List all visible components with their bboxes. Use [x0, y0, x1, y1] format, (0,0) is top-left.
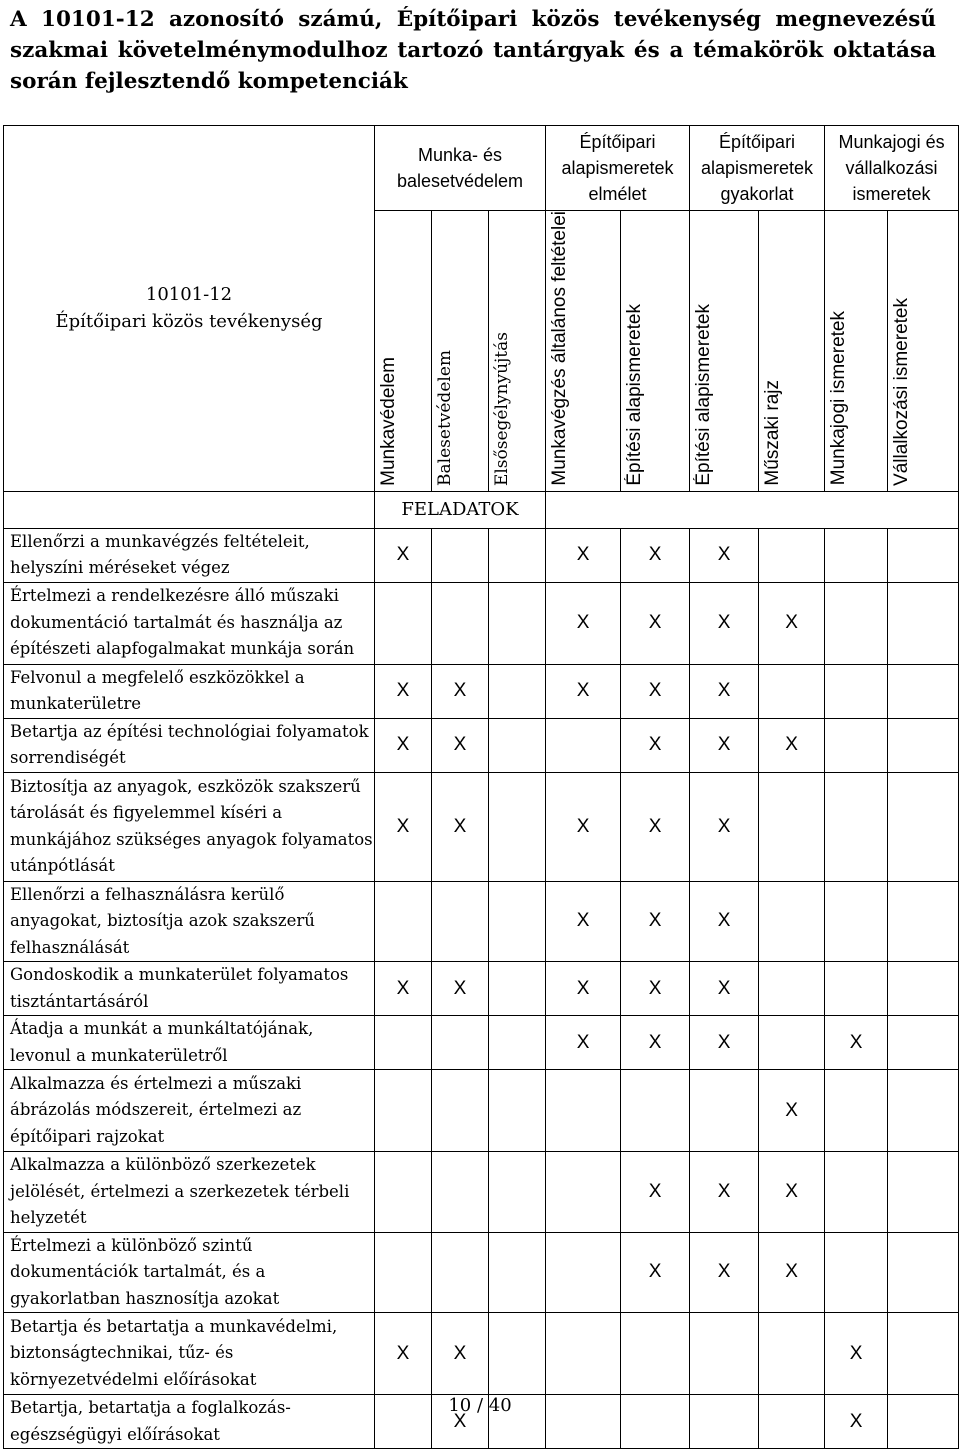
mark-cell: X [690, 718, 759, 772]
mark-cell: X [825, 1395, 888, 1449]
task-text: Értelmezi a rendelkezésre álló műszaki dokumentáció tartalmát és használja az építészeti alapfogalmakat munkája során [4, 582, 375, 664]
mark-cell [489, 1070, 546, 1152]
mark-cell [825, 772, 888, 881]
mark-cell: X [621, 1016, 690, 1070]
task-text: Felvonul a megfelelő eszközökkel a munkaterületre [4, 664, 375, 718]
task-text: Biztosítja az anyagok, eszközök szakszerű tárolását és figyelemmel kíséri a munkájához szükséges anyagok folyamatos utánpótlását [4, 772, 375, 881]
task-row [4, 1232, 959, 1313]
empty-cell [546, 491, 959, 528]
mark-cell [888, 1070, 959, 1152]
mark-cell: X [375, 772, 432, 881]
mark-cell: X [690, 881, 759, 962]
mark-cell: X [621, 962, 690, 1016]
topic-label: Munkavégzés általános feltételei [549, 211, 571, 486]
mark-cell: X [621, 1152, 690, 1233]
mark-cell: X [546, 962, 621, 1016]
mark-cell [888, 881, 959, 962]
mark-cell [759, 528, 825, 582]
mark-cell [621, 1313, 690, 1395]
mark-cell [375, 881, 432, 962]
competency-table [3, 125, 959, 1449]
mark-cell [690, 1070, 759, 1152]
mark-cell [888, 1313, 959, 1395]
mark-cell [888, 1152, 959, 1233]
mark-cell [825, 1152, 888, 1233]
mark-cell: X [432, 772, 489, 881]
mark-cell [759, 1016, 825, 1070]
task-text: Gondoskodik a munkaterület folyamatos tisztántartásáról [4, 962, 375, 1016]
mark-cell [432, 1070, 489, 1152]
task-text: Alkalmazza a különböző szerkezetek jelölését, értelmezi a szerkezetek térbeli helyzetét [4, 1152, 375, 1233]
mark-cell: X [546, 582, 621, 664]
mark-cell [432, 528, 489, 582]
topic-header [621, 211, 690, 492]
topic-header [546, 211, 621, 492]
mark-cell [489, 528, 546, 582]
task-text: Ellenőrzi a munkavégzés feltételeit, helyszíni méréseket végez [4, 528, 375, 582]
mark-cell: X [690, 962, 759, 1016]
mark-cell: X [546, 772, 621, 881]
mark-cell: X [375, 1313, 432, 1395]
task-row [4, 1016, 959, 1070]
mark-cell: X [621, 1232, 690, 1313]
task-row [4, 1152, 959, 1233]
group-header-row [4, 126, 959, 211]
mark-cell [825, 664, 888, 718]
mark-cell: X [759, 718, 825, 772]
mark-cell: X [546, 1016, 621, 1070]
topic-header [690, 211, 759, 492]
mark-cell [888, 1016, 959, 1070]
mark-cell: X [759, 1232, 825, 1313]
mark-cell [375, 1070, 432, 1152]
mark-cell [759, 962, 825, 1016]
mark-cell [825, 962, 888, 1016]
mark-cell [888, 962, 959, 1016]
task-text: Betartja, betartatja a foglalkozás-egészségügyi előírásokat [4, 1395, 375, 1449]
mark-cell: X [621, 718, 690, 772]
mark-cell [888, 664, 959, 718]
mark-cell [489, 718, 546, 772]
mark-cell [432, 1232, 489, 1313]
mark-cell [888, 582, 959, 664]
mark-cell: X [621, 664, 690, 718]
topic-header [759, 211, 825, 492]
topic-header [432, 211, 489, 492]
mark-cell [759, 664, 825, 718]
task-text: Betartja az építési technológiai folyamatok sorrendiségét [4, 718, 375, 772]
mark-cell: X [690, 1152, 759, 1233]
topic-label: Építési alapismeretek [693, 303, 715, 486]
feladatok-label: FELADATOK [375, 491, 546, 528]
topic-label: Műszaki rajz [762, 380, 784, 486]
empty-cell [4, 491, 375, 528]
task-row [4, 664, 959, 718]
group-header: Munka- és balesetvédelem [375, 126, 546, 211]
mark-cell [621, 1070, 690, 1152]
module-cell [4, 126, 375, 492]
mark-cell [759, 1313, 825, 1395]
mark-cell [432, 881, 489, 962]
mark-cell: X [621, 772, 690, 881]
group-header: Munkajogi és vállalkozási ismeretek [825, 126, 959, 211]
mark-cell: X [690, 772, 759, 881]
mark-cell [489, 1152, 546, 1233]
topic-label: Munkavédelem [378, 356, 399, 486]
topic-header [825, 211, 888, 492]
group-header: Építőipari alapismeretek elmélet [546, 126, 690, 211]
mark-cell [432, 1152, 489, 1233]
mark-cell: X [546, 881, 621, 962]
mark-cell: X [375, 718, 432, 772]
mark-cell [375, 1152, 432, 1233]
mark-cell [888, 772, 959, 881]
mark-cell [825, 718, 888, 772]
mark-cell [888, 718, 959, 772]
mark-cell [489, 772, 546, 881]
mark-cell: X [621, 582, 690, 664]
mark-cell: X [432, 1395, 489, 1449]
mark-cell: X [432, 1313, 489, 1395]
task-row [4, 718, 959, 772]
topic-header [888, 211, 959, 492]
topic-label: Munkajogi ismeretek [828, 311, 850, 486]
module-name: Építőipari közös tevékenység [55, 311, 323, 333]
mark-cell [489, 664, 546, 718]
task-row [4, 962, 959, 1016]
mark-cell [759, 881, 825, 962]
mark-cell: X [432, 664, 489, 718]
mark-cell [489, 582, 546, 664]
mark-cell [489, 881, 546, 962]
mark-cell: X [432, 962, 489, 1016]
mark-cell [825, 1232, 888, 1313]
mark-cell [888, 1232, 959, 1313]
topic-header [375, 211, 432, 492]
module-code: 10101-12 [145, 284, 233, 306]
topic-label: Balesetvédelem [435, 349, 455, 486]
mark-cell [546, 718, 621, 772]
mark-cell [546, 1232, 621, 1313]
mark-cell: X [546, 664, 621, 718]
topic-label: Elsősegélynyújtás [492, 331, 512, 486]
mark-cell: X [690, 1016, 759, 1070]
mark-cell: X [690, 1232, 759, 1313]
mark-cell [825, 528, 888, 582]
mark-cell: X [621, 528, 690, 582]
feladatok-row [4, 491, 959, 528]
mark-cell [546, 1313, 621, 1395]
topic-label: Vállalkozási ismeretek [891, 297, 913, 486]
task-text: Átadja a munkát a munkáltatójának, levonul a munkaterületről [4, 1016, 375, 1070]
task-text: Alkalmazza és értelmezi a műszaki ábrázolás módszereit, értelmezi az építőipari rajzokat [4, 1070, 375, 1152]
task-row [4, 772, 959, 881]
mark-cell [375, 1016, 432, 1070]
mark-cell: X [546, 528, 621, 582]
mark-cell [489, 1232, 546, 1313]
mark-cell: X [621, 881, 690, 962]
mark-cell [546, 1070, 621, 1152]
mark-cell: X [825, 1016, 888, 1070]
mark-cell: X [759, 1070, 825, 1152]
task-row [4, 1070, 959, 1152]
mark-cell [432, 582, 489, 664]
mark-cell [825, 881, 888, 962]
mark-cell: X [825, 1313, 888, 1395]
page-number: 10 / 40 [448, 1395, 512, 1416]
topic-label: Építési alapismeretek [624, 303, 646, 486]
mark-cell [375, 1232, 432, 1313]
mark-cell: X [690, 582, 759, 664]
mark-cell [825, 1070, 888, 1152]
task-row [4, 881, 959, 962]
task-row [4, 582, 959, 664]
mark-cell [489, 962, 546, 1016]
task-text: Értelmezi a különböző szintű dokumentációk tartalmát, és a gyakorlatban hasznosítja azokat [4, 1232, 375, 1313]
mark-cell [375, 582, 432, 664]
mark-cell [546, 1152, 621, 1233]
mark-cell [690, 1313, 759, 1395]
task-row [4, 1313, 959, 1395]
mark-cell: X [375, 664, 432, 718]
document-title: A 10101-12 azonosító számú, Építőipari közös tevékenység megnevezésű szakmai követelménymodulhoz tartozó tantárgyak és a témakörök oktatása során fejlesztendő kompetenciák [10, 7, 936, 94]
mark-cell [888, 528, 959, 582]
group-header: Építőipari alapismeretek gyakorlat [690, 126, 825, 211]
mark-cell [825, 582, 888, 664]
mark-cell [489, 1313, 546, 1395]
task-text: Betartja és betartatja a munkavédelmi, biztonságtechnikai, tűz- és környezetvédelmi előírásokat [4, 1313, 375, 1395]
mark-cell [432, 1016, 489, 1070]
mark-cell: X [759, 582, 825, 664]
topic-header [489, 211, 546, 492]
mark-cell: X [432, 718, 489, 772]
mark-cell [489, 1016, 546, 1070]
mark-cell: X [690, 528, 759, 582]
task-row [4, 528, 959, 582]
mark-cell [759, 772, 825, 881]
task-text: Ellenőrzi a felhasználásra kerülő anyagokat, biztosítja azok szakszerű felhasználását [4, 881, 375, 962]
mark-cell: X [375, 962, 432, 1016]
mark-cell: X [690, 664, 759, 718]
mark-cell: X [759, 1152, 825, 1233]
mark-cell: X [375, 528, 432, 582]
